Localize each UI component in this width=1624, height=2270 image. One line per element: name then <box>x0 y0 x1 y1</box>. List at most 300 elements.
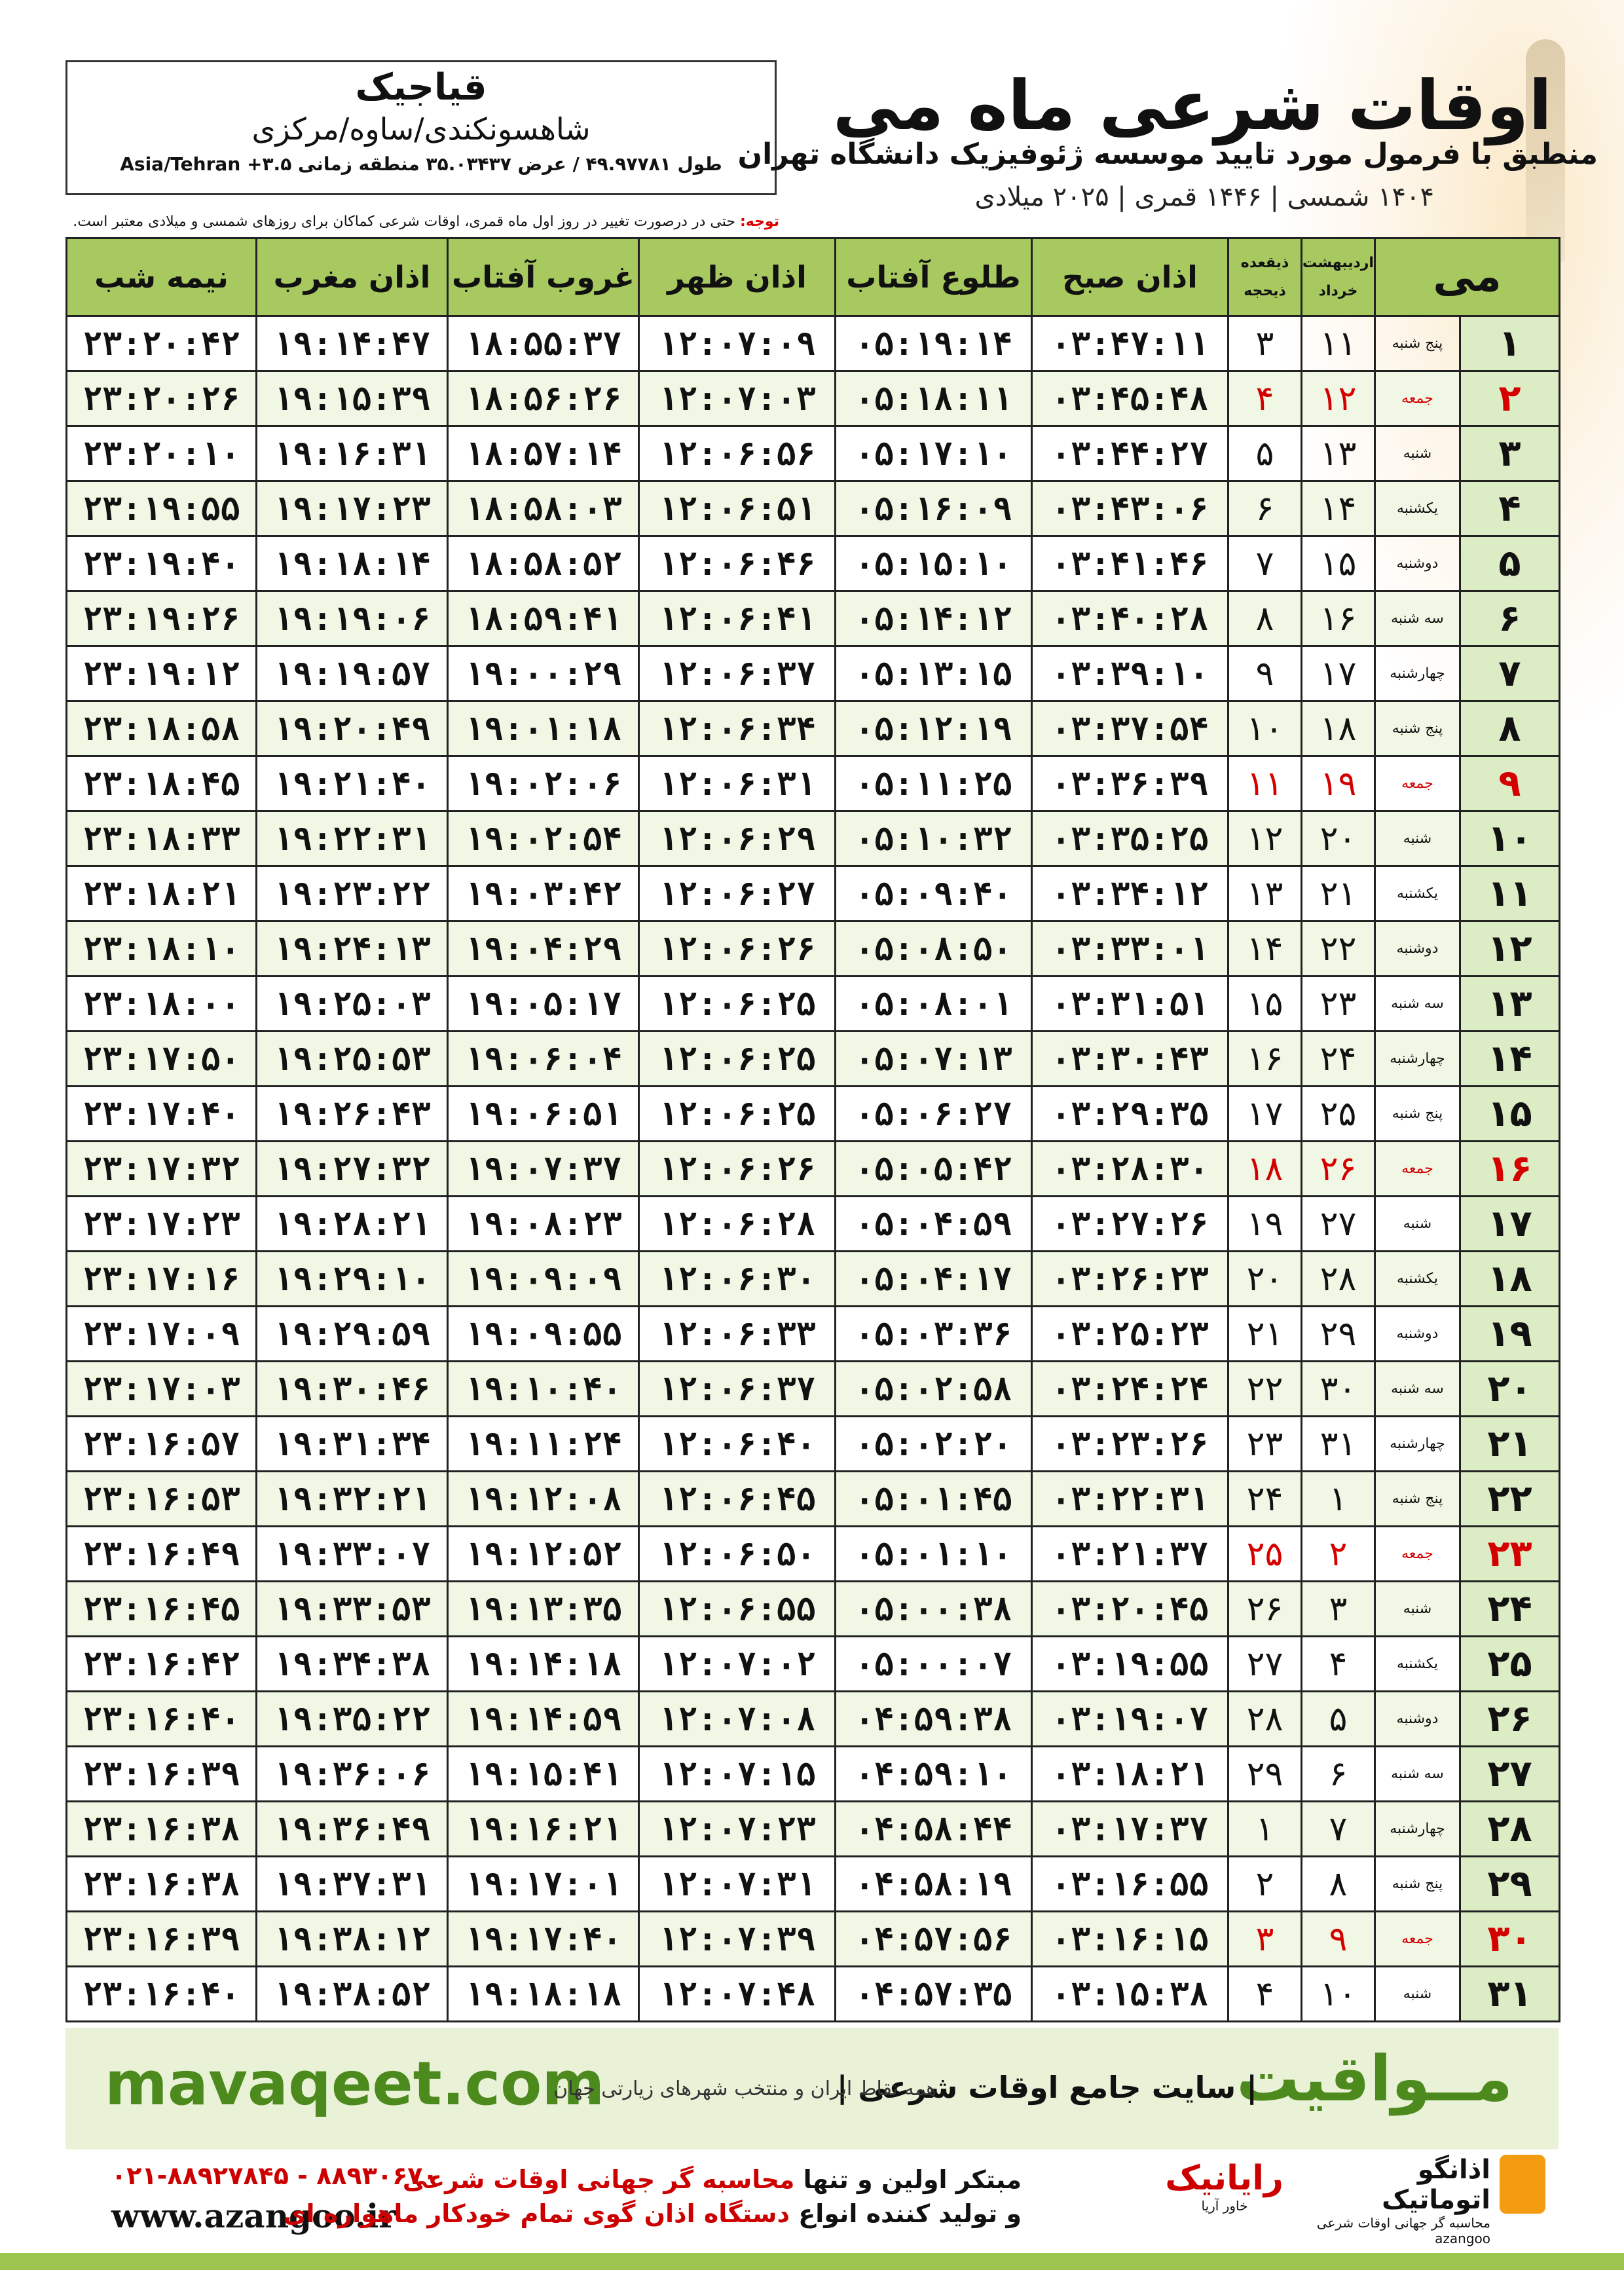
midnight-time: ۲۳:۱۷:۰۳ <box>67 1362 257 1417</box>
shamsi-day: ۱۹ <box>1302 756 1375 811</box>
qamari-day: ۱۴ <box>1228 921 1302 977</box>
sunrise-time: ۰۵:۱۶:۰۹ <box>836 481 1032 536</box>
weekday: یکشنبه <box>1375 481 1460 536</box>
weekday: دوشنبه <box>1375 1307 1460 1362</box>
maghrib-time: ۱۹:۳۶:۴۹ <box>257 1802 448 1857</box>
maghrib-time: ۱۹:۱۹:۰۶ <box>257 591 448 646</box>
shamsi-day: ۲ <box>1302 1527 1375 1582</box>
sunrise-time: ۰۵:۱۷:۱۰ <box>836 426 1032 481</box>
sunset-time: ۱۹:۰۹:۵۵ <box>448 1307 639 1362</box>
sunset-time: ۱۹:۱۴:۱۸ <box>448 1637 639 1692</box>
day-number: ۱۱ <box>1460 866 1560 921</box>
fajr-time: ۰۳:۳۱:۵۱ <box>1032 977 1228 1032</box>
header-maghrib: اذان مغرب <box>257 238 448 316</box>
table-row <box>67 1142 1560 1197</box>
sunset-time: ۱۹:۰۵:۱۷ <box>448 977 639 1032</box>
rayanik-sub: خاور آریا <box>1201 2198 1248 2214</box>
table-row <box>67 1527 1560 1582</box>
dhuhr-time: ۱۲:۰۷:۰۸ <box>639 1692 836 1747</box>
sunrise-time: ۰۵:۱۱:۲۵ <box>836 756 1032 811</box>
day-number: ۱ <box>1460 316 1560 371</box>
qamari-day: ۱۵ <box>1228 977 1302 1032</box>
sunset-time: ۱۹:۱۴:۵۹ <box>448 1692 639 1747</box>
page-title: اوقات شرعی ماه می <box>832 65 1552 145</box>
city-name: قیاجیک <box>355 66 487 109</box>
sunrise-time: ۰۵:۱۲:۱۹ <box>836 701 1032 756</box>
weekday: سه شنبه <box>1375 591 1460 646</box>
header-dhuhr: اذان ظهر <box>639 238 836 316</box>
qamari-day: ۵ <box>1228 426 1302 481</box>
shamsi-day: ۱۶ <box>1302 591 1375 646</box>
sunset-time: ۱۹:۰۸:۲۳ <box>448 1197 639 1252</box>
dhuhr-time: ۱۲:۰۷:۳۹ <box>639 1912 836 1967</box>
qamari-day: ۱۰ <box>1228 701 1302 756</box>
table-row <box>67 756 1560 811</box>
table-header-row <box>67 238 1560 316</box>
sunrise-time: ۰۵:۰۷:۱۳ <box>836 1032 1032 1087</box>
sunrise-time: ۰۵:۰۵:۴۲ <box>836 1142 1032 1197</box>
sunrise-time: ۰۵:۰۴:۱۷ <box>836 1252 1032 1307</box>
sunrise-time: ۰۵:۰۸:۰۱ <box>836 977 1032 1032</box>
sunset-time: ۱۹:۰۲:۵۴ <box>448 811 639 866</box>
weekday: جمعه <box>1375 1142 1460 1197</box>
qamari-day: ۱۶ <box>1228 1032 1302 1087</box>
sunset-time: ۱۹:۱۷:۴۰ <box>448 1912 639 1967</box>
qamari-day: ۱۹ <box>1228 1197 1302 1252</box>
header-midnight: نیمه شب <box>67 238 257 316</box>
shamsi-day: ۲۱ <box>1302 866 1375 921</box>
weekday: سه شنبه <box>1375 1747 1460 1802</box>
table-row <box>67 426 1560 481</box>
maghrib-time: ۱۹:۲۸:۲۱ <box>257 1197 448 1252</box>
midnight-time: ۲۳:۱۶:۴۵ <box>67 1582 257 1637</box>
day-number: ۲۱ <box>1460 1417 1560 1472</box>
azangoo-text <box>1310 2155 1490 2246</box>
fajr-time: ۰۳:۳۰:۴۳ <box>1032 1032 1228 1087</box>
weekday: چهارشنبه <box>1375 646 1460 701</box>
weekday: دوشنبه <box>1375 921 1460 977</box>
fajr-time: ۰۳:۳۷:۵۴ <box>1032 701 1228 756</box>
dhuhr-time: ۱۲:۰۶:۲۶ <box>639 1142 836 1197</box>
qamari-day: ۱۸ <box>1228 1142 1302 1197</box>
table-row <box>67 646 1560 701</box>
midnight-time: ۲۳:۱۶:۳۸ <box>67 1802 257 1857</box>
shamsi-day: ۵ <box>1302 1692 1375 1747</box>
azangoo-tagline: محاسبه گر جهانی اوقات شرعی <box>1316 2215 1490 2231</box>
sunset-time: ۱۹:۰۱:۱۸ <box>448 701 639 756</box>
fajr-time: ۰۳:۲۶:۲۳ <box>1032 1252 1228 1307</box>
day-number: ۲۵ <box>1460 1637 1560 1692</box>
rayanik-name: رایانیک <box>1165 2159 1283 2198</box>
dhuhr-time: ۱۲:۰۶:۲۹ <box>639 811 836 866</box>
day-number: ۱۳ <box>1460 977 1560 1032</box>
fajr-time: ۰۳:۲۰:۴۵ <box>1032 1582 1228 1637</box>
sunrise-time: ۰۴:۵۸:۴۴ <box>836 1802 1032 1857</box>
dhuhr-time: ۱۲:۰۷:۲۳ <box>639 1802 836 1857</box>
maghrib-time: ۱۹:۳۰:۴۶ <box>257 1362 448 1417</box>
table-row <box>67 811 1560 866</box>
weekday: پنج شنبه <box>1375 1087 1460 1142</box>
table-row <box>67 1582 1560 1637</box>
weekday: چهارشنبه <box>1375 1417 1460 1472</box>
promo-2-highlight: دستگاه اذان گوی تمام خودکار ماهواره ای <box>283 2199 790 2228</box>
maghrib-time: ۱۹:۲۵:۰۳ <box>257 977 448 1032</box>
maghrib-time: ۱۹:۲۹:۱۰ <box>257 1252 448 1307</box>
maghrib-time: ۱۹:۳۴:۳۸ <box>257 1637 448 1692</box>
dhuhr-time: ۱۲:۰۶:۵۶ <box>639 426 836 481</box>
header-fajr: اذان صبح <box>1032 238 1228 316</box>
weekday: یکشنبه <box>1375 1637 1460 1692</box>
midnight-time: ۲۳:۱۷:۱۶ <box>67 1252 257 1307</box>
maghrib-time: ۱۹:۲۲:۳۱ <box>257 811 448 866</box>
day-number: ۱۵ <box>1460 1087 1560 1142</box>
table-row <box>67 1032 1560 1087</box>
table-row <box>67 1307 1560 1362</box>
midnight-time: ۲۳:۱۷:۴۰ <box>67 1087 257 1142</box>
maghrib-time: ۱۹:۳۲:۲۱ <box>257 1472 448 1527</box>
shamsi-day: ۱۵ <box>1302 536 1375 591</box>
azangoo-logo <box>1310 2155 1545 2246</box>
dhuhr-time: ۱۲:۰۶:۲۷ <box>639 866 836 921</box>
dhuhr-time: ۱۲:۰۶:۴۱ <box>639 591 836 646</box>
sunset-time: ۱۸:۵۸:۰۳ <box>448 481 639 536</box>
day-number: ۳۰ <box>1460 1912 1560 1967</box>
qamari-day: ۹ <box>1228 646 1302 701</box>
table-row <box>67 1472 1560 1527</box>
phone-numbers: ۰۲۱-۸۸۹۲۷۸۴۵ - ۸۸۹۳۰۶۷۰ <box>111 2161 438 2190</box>
dhuhr-time: ۱۲:۰۶:۵۱ <box>639 481 836 536</box>
midnight-time: ۲۳:۱۸:۵۸ <box>67 701 257 756</box>
dhuhr-time: ۱۲:۰۶:۴۰ <box>639 1417 836 1472</box>
sunset-time: ۱۹:۱۲:۰۸ <box>448 1472 639 1527</box>
weekday: سه شنبه <box>1375 1362 1460 1417</box>
day-number: ۱۲ <box>1460 921 1560 977</box>
shamsi-day: ۲۹ <box>1302 1307 1375 1362</box>
table-row <box>67 1747 1560 1802</box>
fajr-time: ۰۳:۴۳:۰۶ <box>1032 481 1228 536</box>
header-month: می <box>1375 238 1560 316</box>
dhuhr-time: ۱۲:۰۶:۳۱ <box>639 756 836 811</box>
fajr-time: ۰۳:۲۲:۳۱ <box>1032 1472 1228 1527</box>
table-row <box>67 1417 1560 1472</box>
midnight-time: ۲۳:۱۸:۰۰ <box>67 977 257 1032</box>
day-number: ۲۶ <box>1460 1692 1560 1747</box>
weekday: دوشنبه <box>1375 536 1460 591</box>
fajr-time: ۰۳:۱۶:۱۵ <box>1032 1912 1228 1967</box>
sunset-time: ۱۸:۵۹:۴۱ <box>448 591 639 646</box>
qamari-day: ۳ <box>1228 1912 1302 1967</box>
sunset-time: ۱۹:۱۱:۲۴ <box>448 1417 639 1472</box>
qamari-day: ۲۹ <box>1228 1747 1302 1802</box>
midnight-time: ۲۳:۱۸:۳۳ <box>67 811 257 866</box>
dhuhr-time: ۱۲:۰۶:۳۳ <box>639 1307 836 1362</box>
weekday: چهارشنبه <box>1375 1802 1460 1857</box>
fajr-time: ۰۳:۳۶:۳۹ <box>1032 756 1228 811</box>
sunset-time: ۱۹:۰۲:۰۶ <box>448 756 639 811</box>
day-number: ۱۰ <box>1460 811 1560 866</box>
fajr-time: ۰۳:۳۹:۱۰ <box>1032 646 1228 701</box>
sunset-time: ۱۹:۱۵:۴۱ <box>448 1747 639 1802</box>
qamari-day: ۲۰ <box>1228 1252 1302 1307</box>
day-number: ۱۷ <box>1460 1197 1560 1252</box>
table-row <box>67 1362 1560 1417</box>
shamsi-day: ۳۰ <box>1302 1362 1375 1417</box>
sunrise-time: ۰۴:۵۷:۳۵ <box>836 1967 1032 2022</box>
day-number: ۲۴ <box>1460 1582 1560 1637</box>
maghrib-time: ۱۹:۲۱:۴۰ <box>257 756 448 811</box>
azangoo-icon <box>1500 2155 1545 2214</box>
header-sunset: غروب آفتاب <box>448 238 639 316</box>
dhuhr-time: ۱۲:۰۶:۵۰ <box>639 1527 836 1582</box>
note-text: حتی در درصورت تغییر در روز اول ماه قمری، اوقات شرعی کماکان برای روزهای شمسی و میلادی معتبر است. <box>73 214 735 230</box>
day-number: ۸ <box>1460 701 1560 756</box>
table-row <box>67 1912 1560 1967</box>
shamsi-day: ۷ <box>1302 1802 1375 1857</box>
qamari-day: ۴ <box>1228 1967 1302 2022</box>
maghrib-time: ۱۹:۳۶:۰۶ <box>257 1747 448 1802</box>
table-row <box>67 1692 1560 1747</box>
header-shamsi-2: خرداد <box>1318 283 1358 299</box>
shamsi-day: ۶ <box>1302 1747 1375 1802</box>
fajr-time: ۰۳:۳۳:۰۱ <box>1032 921 1228 977</box>
shamsi-day: ۳۱ <box>1302 1417 1375 1472</box>
midnight-time: ۲۳:۱۶:۳۸ <box>67 1857 257 1912</box>
weekday: دوشنبه <box>1375 1692 1460 1747</box>
fajr-time: ۰۳:۴۱:۴۶ <box>1032 536 1228 591</box>
shamsi-day: ۱۸ <box>1302 701 1375 756</box>
table-row <box>67 316 1560 371</box>
midnight-time: ۲۳:۲۰:۴۲ <box>67 316 257 371</box>
maghrib-time: ۱۹:۳۳:۰۷ <box>257 1527 448 1582</box>
day-number: ۲۹ <box>1460 1857 1560 1912</box>
qamari-day: ۲۵ <box>1228 1527 1302 1582</box>
maghrib-time: ۱۹:۱۶:۳۱ <box>257 426 448 481</box>
fajr-time: ۰۳:۴۴:۲۷ <box>1032 426 1228 481</box>
fajr-time: ۰۳:۲۴:۲۴ <box>1032 1362 1228 1417</box>
dhuhr-time: ۱۲:۰۶:۳۷ <box>639 646 836 701</box>
midnight-time: ۲۳:۱۸:۴۵ <box>67 756 257 811</box>
shamsi-day: ۲۵ <box>1302 1087 1375 1142</box>
day-number: ۲۲ <box>1460 1472 1560 1527</box>
fajr-time: ۰۳:۲۸:۳۰ <box>1032 1142 1228 1197</box>
sunrise-time: ۰۵:۱۰:۳۲ <box>836 811 1032 866</box>
sunset-time: ۱۹:۰۶:۰۴ <box>448 1032 639 1087</box>
dhuhr-time: ۱۲:۰۶:۲۵ <box>639 1032 836 1087</box>
day-number: ۵ <box>1460 536 1560 591</box>
note <box>65 214 779 230</box>
midnight-time: ۲۳:۱۸:۱۰ <box>67 921 257 977</box>
midnight-time: ۲۳:۱۷:۲۳ <box>67 1197 257 1252</box>
day-number: ۶ <box>1460 591 1560 646</box>
sunrise-time: ۰۴:۵۹:۳۸ <box>836 1692 1032 1747</box>
maghrib-time: ۱۹:۳۱:۳۴ <box>257 1417 448 1472</box>
sunset-time: ۱۹:۰۹:۰۹ <box>448 1252 639 1307</box>
midnight-time: ۲۳:۱۶:۵۷ <box>67 1417 257 1472</box>
midnight-time: ۲۳:۱۹:۱۲ <box>67 646 257 701</box>
table-row <box>67 1967 1560 2022</box>
sunrise-time: ۰۴:۵۹:۱۰ <box>836 1747 1032 1802</box>
sunrise-time: ۰۵:۰۴:۵۹ <box>836 1197 1032 1252</box>
day-number: ۴ <box>1460 481 1560 536</box>
shamsi-day: ۲۳ <box>1302 977 1375 1032</box>
maghrib-time: ۱۹:۲۶:۴۳ <box>257 1087 448 1142</box>
table-body <box>67 316 1560 2022</box>
sunrise-time: ۰۴:۵۷:۵۶ <box>836 1912 1032 1967</box>
bottom-bar <box>0 2253 1624 2270</box>
sunset-time: ۱۹:۱۸:۱۸ <box>448 1967 639 2022</box>
table-row <box>67 921 1560 977</box>
table-row <box>67 1252 1560 1307</box>
dhuhr-time: ۱۲:۰۶:۴۵ <box>639 1472 836 1527</box>
table-row <box>67 1637 1560 1692</box>
maghrib-time: ۱۹:۳۸:۱۲ <box>257 1912 448 1967</box>
qamari-day: ۱۱ <box>1228 756 1302 811</box>
fajr-time: ۰۳:۲۵:۲۳ <box>1032 1307 1228 1362</box>
promo-line-1 <box>403 2165 1022 2194</box>
day-number: ۲۰ <box>1460 1362 1560 1417</box>
maghrib-time: ۱۹:۱۷:۲۳ <box>257 481 448 536</box>
shamsi-day: ۳ <box>1302 1582 1375 1637</box>
page-subtitle: منطبق با فرمول مورد تایید موسسه ژئوفیزیک دانشگاه تهران <box>737 138 1598 171</box>
shamsi-day: ۱۰ <box>1302 1967 1375 2022</box>
shamsi-day: ۱۴ <box>1302 481 1375 536</box>
dhuhr-time: ۱۲:۰۶:۳۰ <box>639 1252 836 1307</box>
sunset-time: ۱۸:۵۷:۱۴ <box>448 426 639 481</box>
sunrise-time: ۰۵:۱۹:۱۴ <box>836 316 1032 371</box>
weekday: جمعه <box>1375 756 1460 811</box>
qamari-day: ۲۸ <box>1228 1692 1302 1747</box>
note-label: توجه: <box>739 214 779 230</box>
weekday: شنبه <box>1375 1967 1460 2022</box>
dhuhr-time: ۱۲:۰۷:۰۳ <box>639 371 836 426</box>
shamsi-day: ۲۶ <box>1302 1142 1375 1197</box>
qamari-day: ۸ <box>1228 591 1302 646</box>
day-number: ۱۶ <box>1460 1142 1560 1197</box>
maghrib-time: ۱۹:۲۹:۵۹ <box>257 1307 448 1362</box>
sunrise-time: ۰۵:۰۹:۴۰ <box>836 866 1032 921</box>
sunrise-time: ۰۵:۰۰:۳۸ <box>836 1582 1032 1637</box>
maghrib-time: ۱۹:۲۷:۳۲ <box>257 1142 448 1197</box>
shamsi-day: ۹ <box>1302 1912 1375 1967</box>
day-number: ۲۸ <box>1460 1802 1560 1857</box>
header-qamari-1: ذیقعده <box>1240 255 1289 271</box>
maghrib-time: ۱۹:۳۷:۳۱ <box>257 1857 448 1912</box>
sunrise-time: ۰۴:۵۸:۱۹ <box>836 1857 1032 1912</box>
fajr-time: ۰۳:۱۸:۲۱ <box>1032 1747 1228 1802</box>
maghrib-time: ۱۹:۲۵:۵۳ <box>257 1032 448 1087</box>
city-coordinates: طول ۴۹.۹۷۷۸۱ / عرض ۳۵.۰۳۴۳۷ منطقه زمانی ۳.۵+ Asia/Tehran <box>120 153 722 175</box>
sunset-time: ۱۹:۱۳:۳۵ <box>448 1582 639 1637</box>
table-row <box>67 701 1560 756</box>
maghrib-time: ۱۹:۲۴:۱۳ <box>257 921 448 977</box>
weekday: پنج شنبه <box>1375 701 1460 756</box>
day-number: ۹ <box>1460 756 1560 811</box>
qamari-day: ۲ <box>1228 1857 1302 1912</box>
sunrise-time: ۰۵:۰۲:۲۰ <box>836 1417 1032 1472</box>
weekday: جمعه <box>1375 1912 1460 1967</box>
sunrise-time: ۰۵:۰۱:۴۵ <box>836 1472 1032 1527</box>
brand-description: همه نقاط ایران و منتخب شهرهای زیارتی جهان <box>553 2077 936 2100</box>
fajr-time: ۰۳:۲۱:۳۷ <box>1032 1527 1228 1582</box>
header-qamari <box>1228 238 1302 316</box>
weekday: شنبه <box>1375 426 1460 481</box>
day-number: ۲۳ <box>1460 1527 1560 1582</box>
sunset-time: ۱۹:۱۰:۴۰ <box>448 1362 639 1417</box>
shamsi-day: ۴ <box>1302 1637 1375 1692</box>
qamari-day: ۱۷ <box>1228 1087 1302 1142</box>
shamsi-day: ۱۲ <box>1302 371 1375 426</box>
sunset-time: ۱۹:۱۶:۲۱ <box>448 1802 639 1857</box>
table-row <box>67 1087 1560 1142</box>
weekday: پنج شنبه <box>1375 1857 1460 1912</box>
maghrib-time: ۱۹:۱۵:۳۹ <box>257 371 448 426</box>
fajr-time: ۰۳:۲۹:۳۵ <box>1032 1087 1228 1142</box>
dhuhr-time: ۱۲:۰۷:۴۸ <box>639 1967 836 2022</box>
qamari-day: ۱۳ <box>1228 866 1302 921</box>
day-number: ۲۷ <box>1460 1747 1560 1802</box>
midnight-time: ۲۳:۱۹:۵۵ <box>67 481 257 536</box>
midnight-time: ۲۳:۱۷:۰۹ <box>67 1307 257 1362</box>
midnight-time: ۲۳:۱۶:۴۰ <box>67 1967 257 2022</box>
dhuhr-time: ۱۲:۰۶:۲۵ <box>639 977 836 1032</box>
sunrise-time: ۰۵:۰۶:۲۷ <box>836 1087 1032 1142</box>
day-number: ۲ <box>1460 371 1560 426</box>
qamari-day: ۲۷ <box>1228 1637 1302 1692</box>
day-number: ۱۹ <box>1460 1307 1560 1362</box>
maghrib-time: ۱۹:۲۰:۴۹ <box>257 701 448 756</box>
calendar-years: ۱۴۰۴ شمسی | ۱۴۴۶ قمری | ۲۰۲۵ میلادی <box>974 182 1434 212</box>
shamsi-day: ۲۰ <box>1302 811 1375 866</box>
header-sunrise: طلوع آفتاب <box>836 238 1032 316</box>
fajr-time: ۰۳:۱۹:۰۷ <box>1032 1692 1228 1747</box>
web-address[interactable]: www.azangoo.ir <box>111 2197 396 2235</box>
qamari-day: ۱ <box>1228 1802 1302 1857</box>
weekday: شنبه <box>1375 1197 1460 1252</box>
fajr-time: ۰۳:۳۵:۲۵ <box>1032 811 1228 866</box>
midnight-time: ۲۳:۱۶:۴۰ <box>67 1692 257 1747</box>
site-url-link[interactable]: mavaqeet.com <box>105 2049 605 2119</box>
sunset-time: ۱۹:۰۳:۴۲ <box>448 866 639 921</box>
sunrise-time: ۰۵:۰۰:۰۷ <box>836 1637 1032 1692</box>
fajr-time: ۰۳:۲۳:۲۶ <box>1032 1417 1228 1472</box>
sunset-time: ۱۹:۱۷:۰۱ <box>448 1857 639 1912</box>
qamari-day: ۲۲ <box>1228 1362 1302 1417</box>
dhuhr-time: ۱۲:۰۶:۲۸ <box>639 1197 836 1252</box>
sunrise-time: ۰۵:۰۸:۵۰ <box>836 921 1032 977</box>
shamsi-day: ۲۴ <box>1302 1032 1375 1087</box>
table-row <box>67 1802 1560 1857</box>
dhuhr-time: ۱۲:۰۷:۱۵ <box>639 1747 836 1802</box>
city-info-box <box>65 60 777 195</box>
table-row <box>67 536 1560 591</box>
sunrise-time: ۰۵:۱۳:۱۵ <box>836 646 1032 701</box>
sunset-time: ۱۹:۰۷:۳۷ <box>448 1142 639 1197</box>
qamari-day: ۴ <box>1228 371 1302 426</box>
maghrib-time: ۱۹:۳۵:۲۲ <box>257 1692 448 1747</box>
table-row <box>67 977 1560 1032</box>
weekday: جمعه <box>1375 1527 1460 1582</box>
sunset-time: ۱۸:۵۵:۳۷ <box>448 316 639 371</box>
fajr-time: ۰۳:۱۹:۵۵ <box>1032 1637 1228 1692</box>
sunset-time: ۱۹:۰۰:۲۹ <box>448 646 639 701</box>
maghrib-time: ۱۹:۱۸:۱۴ <box>257 536 448 591</box>
promo-1-text: مبتکر اولین و تنها <box>803 2165 1022 2194</box>
sunset-time: ۱۹:۰۴:۲۹ <box>448 921 639 977</box>
fajr-time: ۰۳:۲۷:۲۶ <box>1032 1197 1228 1252</box>
shamsi-day: ۱۳ <box>1302 426 1375 481</box>
shamsi-day: ۱۱ <box>1302 316 1375 371</box>
fajr-time: ۰۳:۱۶:۵۵ <box>1032 1857 1228 1912</box>
